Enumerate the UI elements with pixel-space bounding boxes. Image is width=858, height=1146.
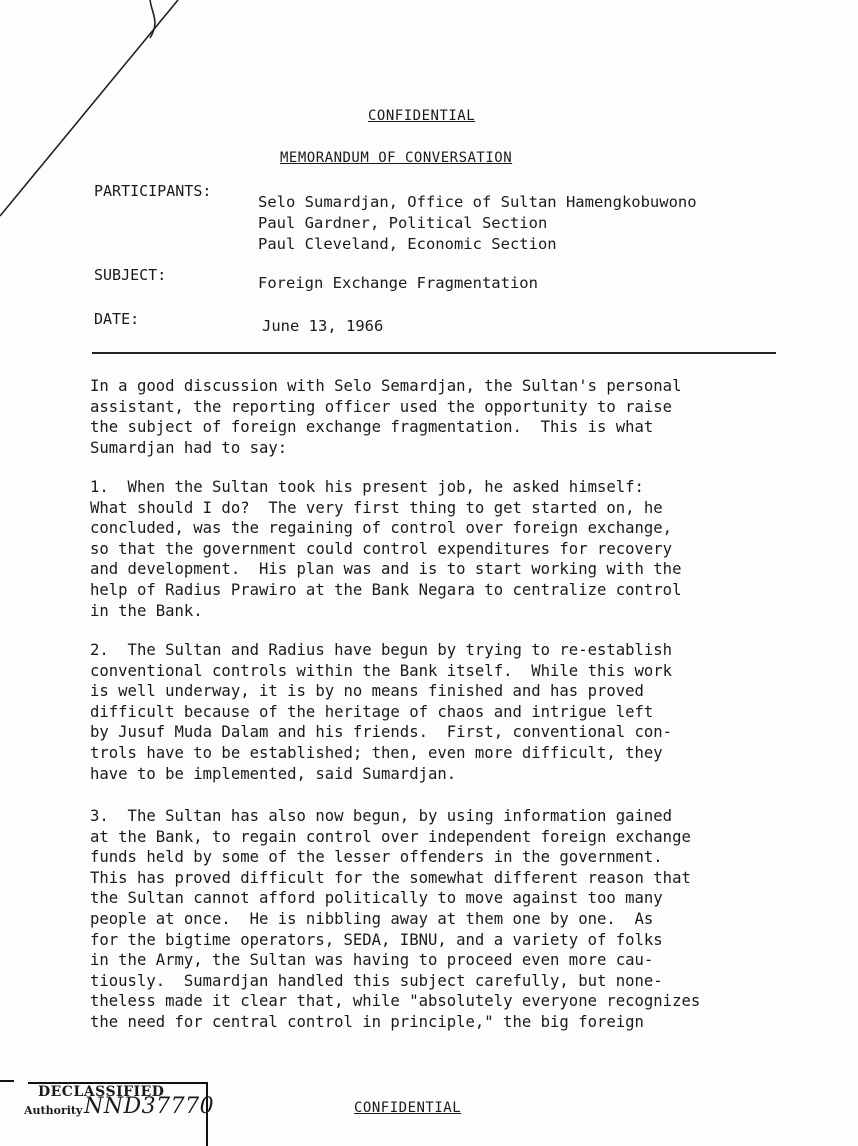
text-line: In a good discussion with Selo Semardjan, the Sultan's personal [90, 377, 682, 395]
stamp-title: DECLASSIFIED [38, 1084, 165, 1100]
text-line: 2. The Sultan and Radius have begun by trying to re-establish [90, 641, 673, 659]
subject-value: Foreign Exchange Fragmentation [258, 274, 538, 292]
subject-label: SUBJECT: [94, 266, 167, 284]
paragraph-2 [90, 640, 790, 784]
classification-top: CONFIDENTIAL [368, 108, 476, 124]
header-divider [92, 352, 776, 355]
text-line: theless made it clear that, while "absolutely everyone recognizes [90, 992, 701, 1011]
date-value: June 13, 1966 [262, 317, 384, 335]
intro-paragraph [90, 376, 790, 458]
date-label: DATE: [94, 310, 140, 328]
text-line: trols have to be established; then, even more difficult, they [90, 743, 663, 762]
text-line: help of Radius Prawiro at the Bank Negara to centralize control [90, 580, 682, 599]
text-line: Sumardjan had to say: [90, 438, 288, 457]
text-line: have to be implemented, said Sumardjan. [90, 764, 457, 783]
participant-item: Paul Gardner, Political Section [258, 214, 548, 232]
paragraph-1 [90, 477, 790, 621]
classification-bottom: CONFIDENTIAL [354, 1100, 462, 1116]
text-line: people at once. He is nibbling away at them one by one. As [90, 909, 654, 928]
text-line: This has proved difficult for the somewhat different reason that [90, 868, 691, 887]
text-line: concluded, was the regaining of control over foreign exchange, [90, 519, 673, 538]
text-line: and development. His plan was and is to start working with the [90, 560, 682, 579]
participant-item: Selo Sumardjan, Office of Sultan Hamengkobuwono [258, 193, 697, 211]
text-line: the subject of foreign exchange fragmentation. This is what [90, 418, 654, 437]
text-line: difficult because of the heritage of chaos and intrigue left [90, 702, 654, 721]
text-line: so that the government could control expenditures for recovery [90, 539, 673, 558]
declassified-stamp [0, 1080, 215, 1146]
text-line: in the Army, the Sultan was having to proceed even more cau- [90, 951, 654, 970]
text-line: assistant, the reporting officer used the opportunity to raise [90, 397, 673, 416]
participants-label: PARTICIPANTS: [94, 182, 212, 200]
paragraph-3 [90, 806, 790, 1033]
text-line: What should I do? The very first thing to get started on, he [90, 498, 663, 517]
text-line: by Jusuf Muda Dalam and his friends. First, conventional con- [90, 723, 673, 742]
stamp-authority-number: NND37770 [84, 1094, 215, 1119]
text-line: in the Bank. [90, 601, 203, 620]
text-line: 3. The Sultan has also now begun, by using information gained [90, 807, 673, 825]
text-line: conventional controls within the Bank itself. While this work [90, 661, 673, 680]
text-line: the need for central control in principle," the big foreign [90, 1012, 644, 1031]
stamp-dash [0, 1080, 14, 1082]
participant-item: Paul Cleveland, Economic Section [258, 235, 557, 253]
stamp-authority-label: Authority [24, 1104, 83, 1117]
text-line: funds held by some of the lesser offenders in the government. [90, 848, 663, 867]
text-line: 1. When the Sultan took his present job, he asked himself: [90, 478, 644, 496]
text-line: the Sultan cannot afford politically to move against too many [90, 889, 663, 908]
text-line: tiously. Sumardjan handled this subject carefully, but none- [90, 971, 663, 990]
memo-title: MEMORANDUM OF CONVERSATION [280, 150, 513, 166]
text-line: for the bigtime operators, SEDA, IBNU, and a variety of folks [90, 930, 663, 949]
participants-list [258, 192, 697, 255]
text-line: at the Bank, to regain control over independent foreign exchange [90, 827, 691, 846]
text-line: is well underway, it is by no means finished and has proved [90, 682, 644, 701]
